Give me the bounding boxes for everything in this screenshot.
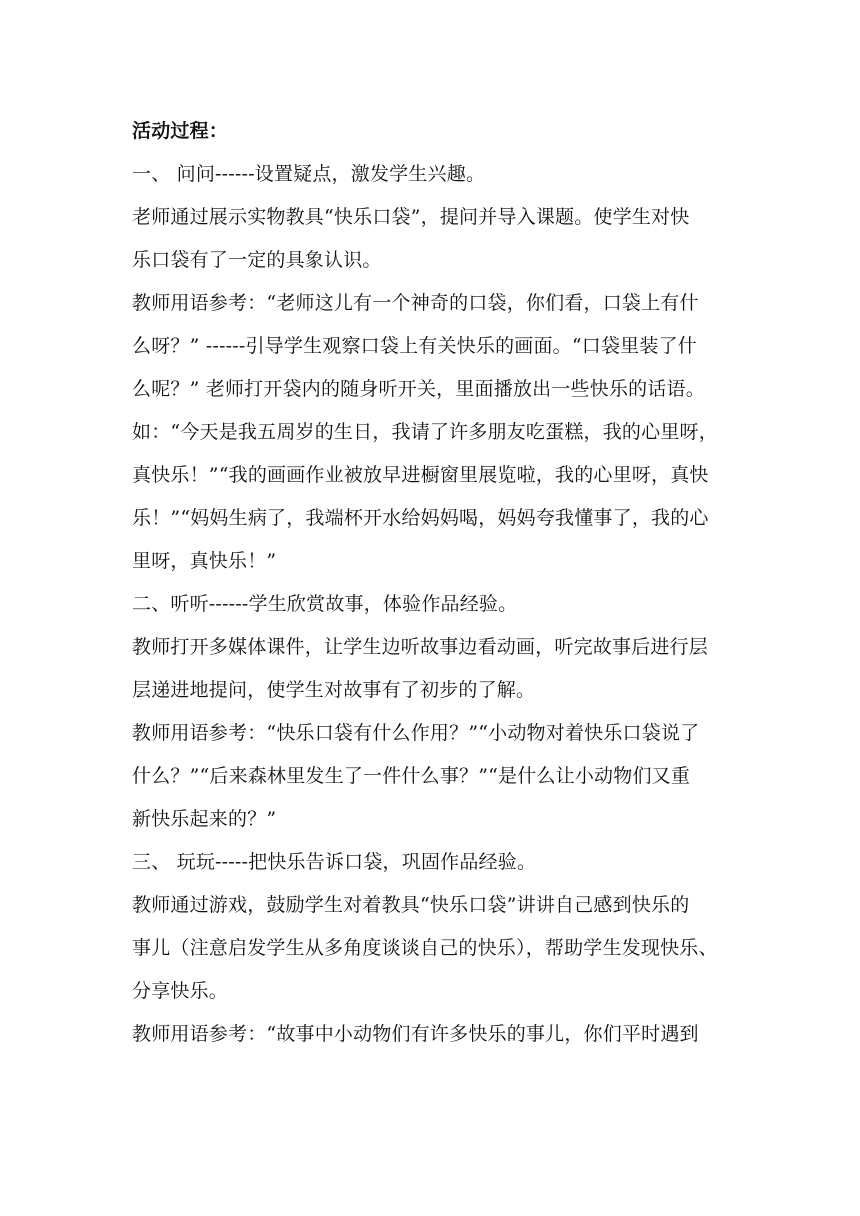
paragraph-line: 层递进地提问，使学生对故事有了初步的了解。	[132, 679, 536, 701]
paragraph-line: 乐！”“妈妈生病了，我端杯开水给妈妈喝，妈妈夸我懂事了，我的心	[132, 507, 709, 529]
paragraph-line: 什么？”“后来森林里发生了一件什么事？”“是什么让小动物们又重	[132, 765, 691, 787]
paragraph-line: 事儿（注意启发学生从多角度谈谈自己的快乐），帮助学生发现快乐、	[132, 937, 718, 959]
paragraph-line: 教师用语参考：“老师这儿有一个神奇的口袋，你们看，口袋上有什	[132, 292, 699, 314]
paragraph-line: 里呀，真快乐！”	[132, 550, 277, 572]
document-body	[132, 110, 732, 1056]
step-one-heading: 一、 问问------设置疑点，激发学生兴趣。	[132, 163, 486, 185]
paragraph-line: 如：“今天是我五周岁的生日，我请了许多朋友吃蛋糕，我的心里呀，	[132, 421, 718, 443]
paragraph-line: 分享快乐。	[132, 980, 229, 1002]
paragraph-line: 教师用语参考：“故事中小动物们有许多快乐的事儿，你们平时遇到	[132, 1023, 699, 1045]
paragraph-line: 教师通过游戏，鼓励学生对着教具“快乐口袋”讲讲自己感到快乐的	[132, 894, 690, 916]
step-three-heading: 三、 玩玩-----把快乐告诉口袋，巩固作品经验。	[132, 851, 537, 873]
paragraph-line: 乐口袋有了一定的具象认识。	[132, 249, 382, 271]
paragraph-line: 教师打开多媒体课件，让学生边听故事边看动画，听完故事后进行层	[132, 636, 709, 658]
paragraph-line: 教师用语参考：“快乐口袋有什么作用？”“小动物对着快乐口袋说了	[132, 722, 700, 744]
step-two-heading: 二、听听------学生欣赏故事，体验作品经验。	[132, 593, 518, 615]
paragraph-line: 真快乐！”“我的画画作业被放早进橱窗里展览啦，我的心里呀，真快	[132, 464, 709, 486]
paragraph-line: 新快乐起来的？”	[132, 808, 277, 830]
paragraph-line: 老师通过展示实物教具“快乐口袋”，提问并导入课题。使学生对快	[132, 206, 690, 228]
section-heading: 活动过程：	[132, 120, 229, 142]
paragraph-line: 么呀？” ------引导学生观察口袋上有关快乐的画面。“口袋里装了什	[132, 335, 697, 357]
paragraph-line: 么呢？” 老师打开袋内的随身听开关，里面播放出一些快乐的话语。	[132, 378, 705, 400]
